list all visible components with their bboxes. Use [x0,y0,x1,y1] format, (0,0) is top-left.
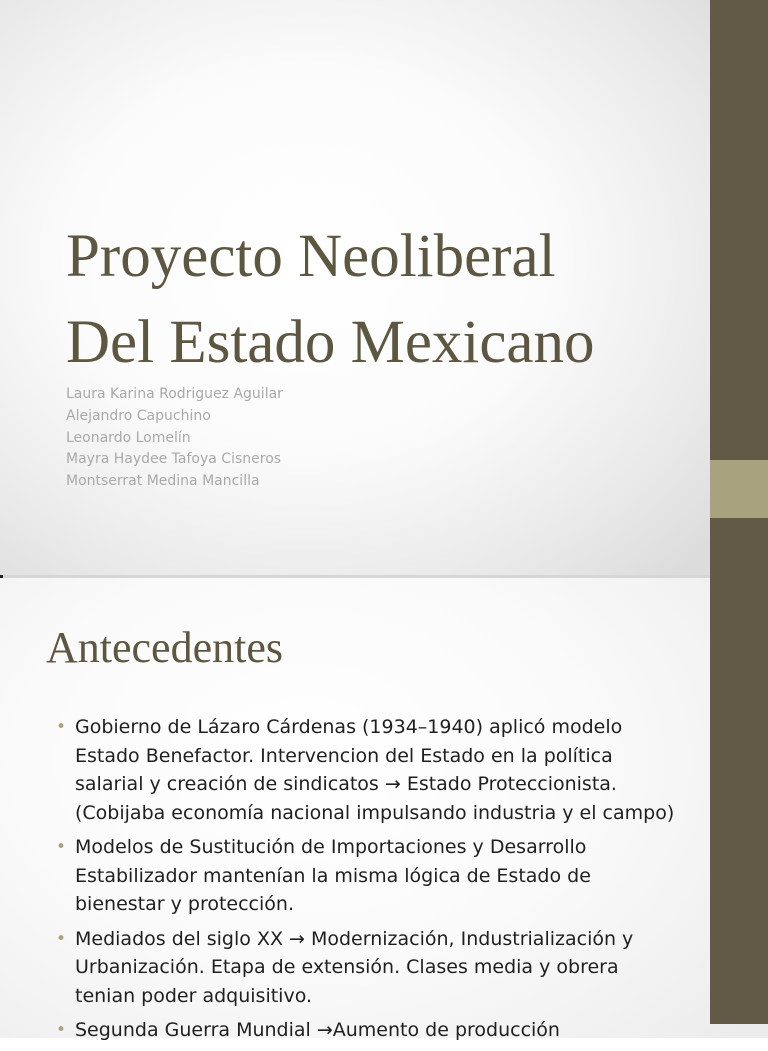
bullet-line: Urbanización. Etapa de extensión. Clases media y obrera [75,956,619,978]
title-line: Proyecto Neoliberal [66,223,556,290]
side-accent-block [710,460,768,518]
author-name: Laura Karina Rodriguez Aguilar [66,386,283,402]
author-name: Leonardo Lomelín [66,429,191,446]
author-list [66,384,283,493]
author-name: Montserrat Medina Mancilla [66,473,260,490]
bullet-dot-icon: • [56,717,67,737]
bullet-line: Estabilizador mantenían la misma lógica de Estado de [75,864,591,887]
bullet-dot-icon: • [56,928,67,949]
bullet-item [56,925,696,1011]
bullet-dot-icon: • [56,1020,67,1040]
bullet-line: Estado Benefactor. Intervencion del Estado en la política [75,744,613,767]
bullet-line: Modelos de Sustitución de Importaciones y Desarrollo [75,836,587,858]
bullet-item [56,833,696,919]
author-name: Mayra Haydee Tafoya Cisneros [66,451,282,468]
bullet-line: (Cobijaba economía nacional impulsando industria y el campo) [75,801,675,824]
bullet-dot-icon: • [56,837,67,857]
content-slide [0,578,768,1041]
bullet-item [56,713,696,827]
bullet-line: bienestar y protección. [75,893,294,915]
bullet-line: Segunda Guerra Mundial →Aumento de producción [75,1019,560,1041]
presentation-title [66,214,706,386]
bullet-item [56,1016,696,1045]
bullet-line: salarial y creación de sindicatos → Estado Proteccionista. [75,773,617,795]
bullet-line: Gobierno de Lázaro Cárdenas (1934–1940) aplicó modelo [75,716,623,738]
title-line: Del Estado Mexicano [66,309,595,376]
bullet-line: tenian poder adquisitivo. [75,984,313,1007]
author-name: Alejandro Capuchino [66,407,211,424]
bullet-line: Mediados del siglo XX → Modernización, Industrialización y [75,927,634,950]
slide-title: Antecedentes [46,623,283,672]
bullet-list [56,713,696,1051]
